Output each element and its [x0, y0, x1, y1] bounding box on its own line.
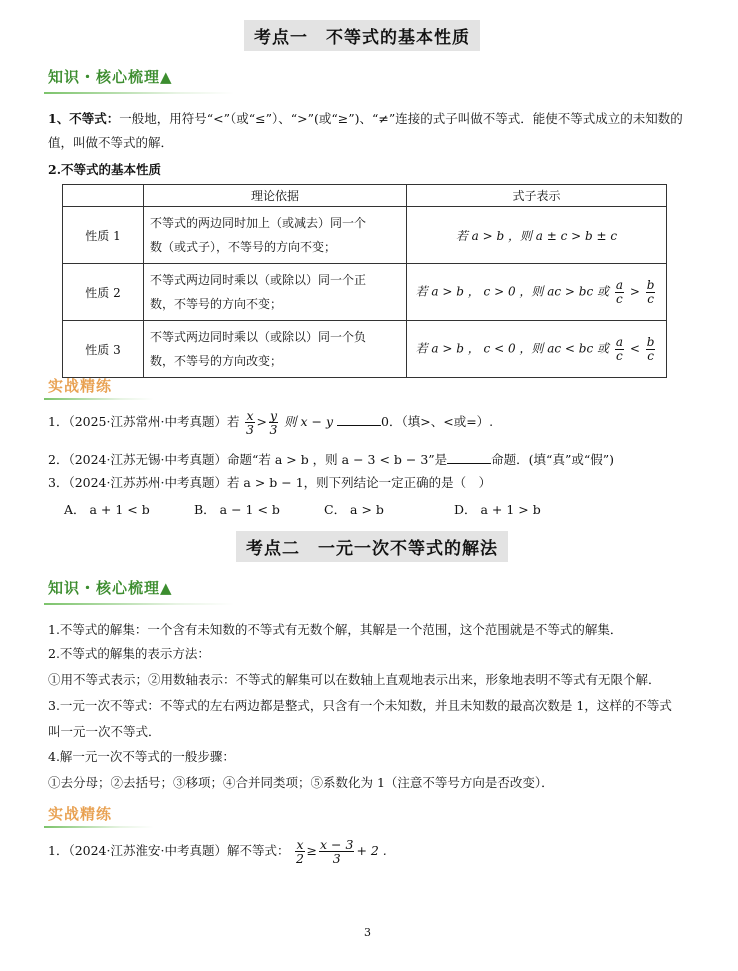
denominator: 3: [332, 851, 341, 867]
question-text: + 2 .: [356, 843, 387, 859]
numerator: b: [646, 334, 655, 349]
table-header-empty: [63, 185, 144, 207]
denominator: 2: [296, 851, 304, 867]
fraction: [319, 838, 354, 865]
question-text: 0．（填>、<或=）.: [381, 414, 494, 430]
paragraph: [48, 109, 683, 127]
question-text: 命题．(填“真”或“假”): [491, 452, 614, 467]
question: 3．（2024·江苏苏州·中考真题）若 a > b − 1，则下列结论一定正确的是（ ）: [48, 475, 492, 490]
denominator: c: [616, 348, 623, 363]
practice-badge: 实战精练: [48, 377, 113, 395]
table-cell: [407, 321, 667, 378]
numerator: a: [615, 277, 623, 292]
paragraph: 3.一元一次不等式：不等式的左右两边都是整式，只含有一个未知数，并且未知数的最高次数是 1，这样的不等式: [48, 698, 672, 713]
denominator: 3: [246, 422, 254, 438]
badge-label: 知识・核心梳理: [48, 579, 161, 597]
question: [48, 838, 387, 865]
option-d[interactable]: D． a + 1 > b: [454, 502, 541, 517]
numerator: b: [646, 277, 655, 292]
section-title: 考点二 一元一次不等式的解法: [236, 531, 508, 562]
triangle-icon: ▲: [160, 579, 173, 597]
table-header: 式子表示: [407, 185, 667, 207]
table-row: [63, 264, 667, 321]
paragraph: 1.不等式的解集：一个含有未知数的不等式有无数个解，其解是一个范围，这个范围就是不等式的解集．: [48, 622, 623, 637]
paragraph: 4.解一元一次不等式的一般步骤：: [48, 749, 235, 764]
practice-badge: 实战精练: [48, 805, 113, 823]
page-number: 3: [364, 926, 371, 939]
cell-text: 不等式的两边同时加上（或减去）同一个: [150, 216, 367, 230]
cell-text: 数，不等号的方向改变；: [150, 354, 283, 368]
relation: >: [256, 414, 267, 430]
table-cell: 性质 2: [63, 264, 144, 321]
denominator: c: [647, 291, 654, 306]
question: [48, 409, 493, 436]
table-cell: 性质 3: [63, 321, 144, 378]
table-cell: [144, 207, 407, 264]
table-cell: [144, 321, 407, 378]
point-label: 1、不等式：: [48, 111, 120, 126]
relation: >: [629, 284, 640, 299]
answer-blank[interactable]: [447, 451, 491, 464]
formula: 若 a > b ，则 a ± c > b ± c: [455, 228, 618, 243]
option-b[interactable]: B． a − 1 < b: [194, 502, 280, 517]
section-title: 考点一 不等式的基本性质: [244, 20, 480, 51]
table-row: [63, 207, 667, 264]
subheading: 2.不等式的基本性质: [48, 162, 162, 177]
badge-underline: [44, 92, 234, 94]
cell-text: 数，不等号的方向不变；: [150, 297, 283, 311]
table-cell: [407, 207, 667, 264]
fraction: [646, 336, 656, 362]
question-text: 1．（2024·江苏淮安·中考真题）解不等式：: [48, 843, 290, 859]
triangle-icon: ▲: [160, 68, 173, 86]
badge-underline: [44, 398, 154, 400]
fraction: [615, 279, 624, 305]
fraction: [269, 409, 278, 436]
fraction: [615, 336, 624, 362]
cell-text: 不等式两边同时乘以（或除以）同一个负: [150, 330, 367, 344]
option-a[interactable]: A． a + 1 < b: [64, 502, 150, 517]
cell-text: 不等式两边同时乘以（或除以）同一个正: [150, 273, 367, 287]
table-cell: [144, 264, 407, 321]
fraction: [245, 409, 254, 436]
numerator: a: [615, 334, 623, 349]
table-cell: 性质 1: [63, 207, 144, 264]
cell-text: 数（或式子），不等号的方向不变；: [150, 240, 337, 254]
paragraph: 值，叫做不等式的解．: [48, 135, 174, 150]
denominator: 3: [269, 422, 278, 438]
properties-table: [62, 184, 667, 378]
table-row: [63, 321, 667, 378]
denominator: c: [647, 348, 654, 363]
badge-underline: [44, 603, 234, 605]
paragraph: 叫一元一次不等式．: [48, 724, 161, 739]
numerator: x: [246, 408, 254, 423]
formula: 若 a > b ， c < 0 ，则 ac < bc 或: [415, 341, 610, 356]
denominator: c: [616, 291, 623, 306]
paragraph: ①用不等式表示；②用数轴表示：不等式的解集可以在数轴上直观地表示出来，形象地表明不等式有无限个解．: [48, 672, 661, 687]
question-text: 2．（2024·江苏无锡·中考真题）命题“若 a > b ，则 a − 3 < b − 3”是: [48, 452, 448, 467]
option-c[interactable]: C． a > b: [324, 502, 384, 517]
paragraph: 2.不等式的解集的表示方法：: [48, 646, 210, 661]
options: [64, 500, 584, 518]
numerator: y: [270, 408, 278, 423]
formula: 若 a > b ， c > 0 ，则 ac > bc 或: [415, 284, 610, 299]
numerator: x: [296, 837, 304, 852]
table-cell: [407, 264, 667, 321]
paragraph: ①去分母；②去括号；③移项；④合并同类项；⑤系数化为 1（注意不等号方向是否改变）．: [48, 775, 554, 790]
point-text: 一般地，用符号“<”（或“≤”）、“>”(或“≥”)、“≠”连接的式子叫做不等式．能使不等式成立的未知数的: [119, 111, 683, 126]
fraction: [646, 279, 656, 305]
table-header: 理论依据: [144, 185, 407, 207]
knowledge-badge: [48, 66, 173, 87]
numerator: x − 3: [320, 837, 354, 852]
answer-blank[interactable]: [337, 413, 381, 426]
knowledge-badge: [48, 577, 173, 598]
question: [48, 450, 614, 468]
question-text: 则 x − y: [284, 414, 334, 430]
relation: ≥: [306, 843, 317, 859]
fraction: [295, 838, 304, 865]
badge-underline: [44, 826, 154, 828]
relation: <: [629, 341, 640, 356]
badge-label: 知识・核心梳理: [48, 68, 161, 86]
question-text: 1．（2025·江苏常州·中考真题）若: [48, 414, 240, 430]
